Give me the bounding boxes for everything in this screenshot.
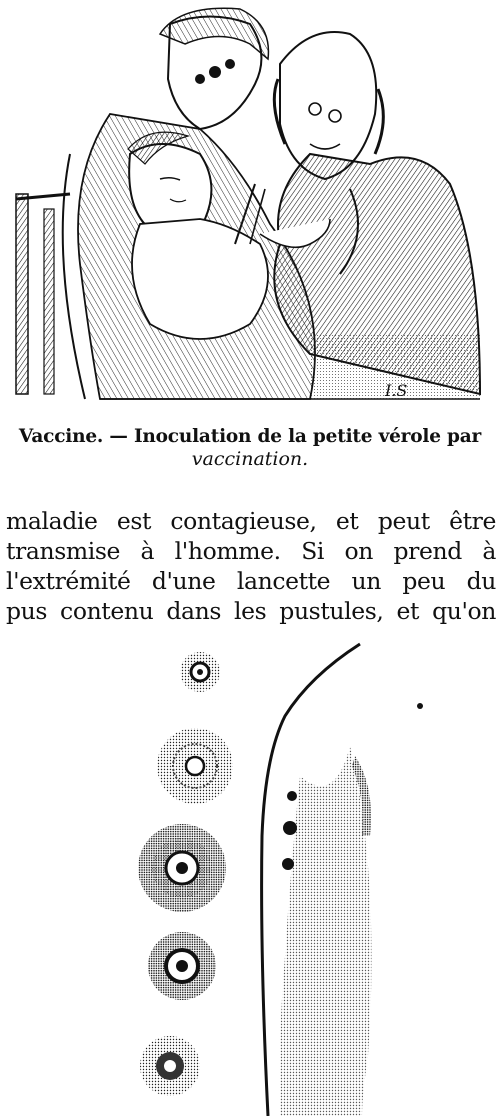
body-paragraph [6, 506, 496, 626]
pustule-stages [138, 652, 233, 1096]
caption-subtitle: vaccination. [191, 448, 309, 470]
engraver-signature: I.S [385, 381, 408, 400]
pustule-stage-2 [157, 728, 233, 804]
body-line: l'extrémité d'une lancette un peu du [6, 567, 496, 595]
caption-title: Vaccine. — Inoculation de la petite vérole par [18, 426, 482, 447]
pustules-engraving [100, 636, 480, 1116]
body-line: maladie est contagieuse, et peut être [6, 507, 496, 535]
pustule-stage-4 [148, 932, 216, 1000]
pustule-stage-5 [140, 1036, 200, 1096]
arm-illustration [262, 644, 423, 1116]
figure-caption [0, 426, 500, 470]
pustule-stage-3 [138, 824, 226, 912]
body-line: pus contenu dans les pustules, et qu'on [6, 597, 496, 625]
body-line: transmise à l'homme. Si on prend à [6, 537, 496, 565]
vaccination-engraving [10, 4, 490, 414]
pustule-stage-1 [180, 652, 220, 692]
child-figure [128, 132, 268, 339]
